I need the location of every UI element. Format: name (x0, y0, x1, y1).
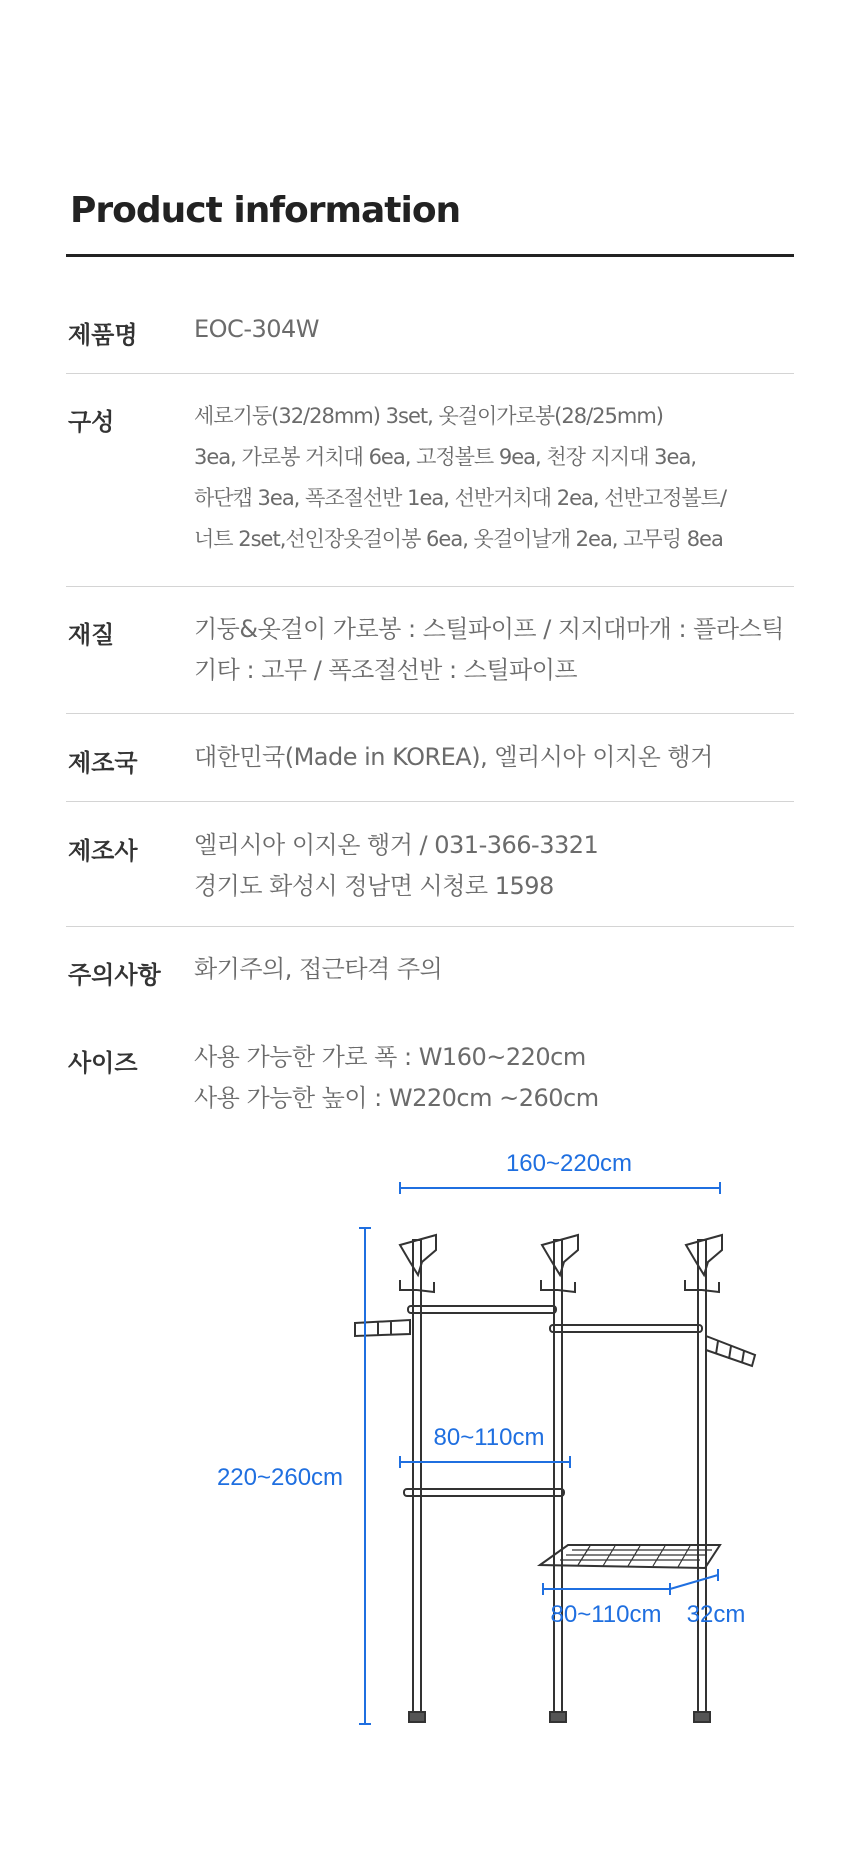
value-line: 3ea, 가로봉 거치대 6ea, 고정볼트 9ea, 천장 지지대 3ea, (194, 445, 696, 469)
row-value (194, 737, 794, 778)
value-line: 경기도 화성시 정남면 시청로 1598 (194, 872, 554, 900)
shelf-width-label: 80~110cm (550, 1601, 662, 1628)
value-line: EOC-304W (194, 315, 320, 343)
adjustable-shelf (540, 1545, 720, 1568)
value-line: 기타 : 고무 / 폭조절선반 : 스틸파이프 (194, 656, 578, 684)
divider (66, 801, 794, 802)
row-label: 제품명 (68, 321, 138, 349)
row-value (194, 609, 794, 691)
row-label: 사이즈 (68, 1049, 138, 1077)
row-value (194, 825, 794, 907)
row-label: 구성 (68, 408, 115, 436)
page-title: Product information (70, 190, 461, 231)
value-line: 너트 2set,선인장옷걸이봉 6ea, 옷걸이날개 2ea, 고무링 8ea (194, 527, 723, 551)
value-line: 세로기둥(32/28mm) 3set, 옷걸이가로봉(28/25mm) (194, 404, 663, 428)
divider (66, 586, 794, 587)
row-label: 주의사항 (68, 961, 161, 989)
divider (66, 926, 794, 927)
hanger-wing-right (706, 1336, 755, 1366)
pole-cap (550, 1712, 566, 1722)
value-line: 사용 가능한 가로 폭 : W160~220cm (194, 1043, 586, 1071)
divider (66, 373, 794, 374)
shelf-depth-label: 32cm (686, 1601, 746, 1628)
hanger-wing-left (355, 1320, 410, 1336)
row-value (194, 1037, 794, 1119)
value-line: 대한민국(Made in KOREA), 엘리시아 이지온 행거 (194, 743, 713, 771)
hanger-frame (355, 1235, 755, 1722)
ceiling-support (542, 1235, 578, 1275)
row-value (194, 949, 794, 990)
value-line: 기둥&옷걸이 가로봉 : 스틸파이프 / 지지대마개 : 플라스틱 (194, 615, 784, 643)
pole-cap (694, 1712, 710, 1722)
lower-bar (404, 1489, 564, 1496)
pole-cap (409, 1712, 425, 1722)
divider (66, 713, 794, 714)
value-line: 하단캡 3ea, 폭조절선반 1ea, 선반거치대 2ea, 선반고정볼트/ (194, 486, 727, 510)
value-line: 화기주의, 접근타격 주의 (194, 955, 443, 983)
height-label: 220~260cm (216, 1464, 344, 1491)
row-label: 재질 (68, 621, 115, 649)
cactus-hook (541, 1280, 575, 1292)
title-rule (66, 254, 794, 257)
right-pole (698, 1240, 706, 1720)
value-line: 엘리시아 이지온 행거 / 031-366-3321 (194, 831, 599, 859)
hanger-dimension-diagram (0, 1140, 860, 1760)
bar-width-label: 80~110cm (433, 1424, 545, 1451)
cactus-hook (685, 1280, 719, 1292)
ceiling-support (400, 1235, 436, 1275)
row-value (194, 309, 794, 350)
row-value (194, 396, 794, 560)
shelf-depth-dim-line (670, 1575, 718, 1589)
upper-bar-left (408, 1306, 556, 1313)
cactus-hook (400, 1280, 434, 1292)
total-width-label: 160~220cm (505, 1150, 633, 1177)
shelf-slats (560, 1546, 712, 1567)
row-label: 제조국 (68, 749, 138, 777)
ceiling-support (686, 1235, 722, 1275)
value-line: 사용 가능한 높이 : W220cm ~260cm (194, 1084, 599, 1112)
row-label: 제조사 (68, 837, 138, 865)
upper-bar-right (550, 1325, 702, 1332)
